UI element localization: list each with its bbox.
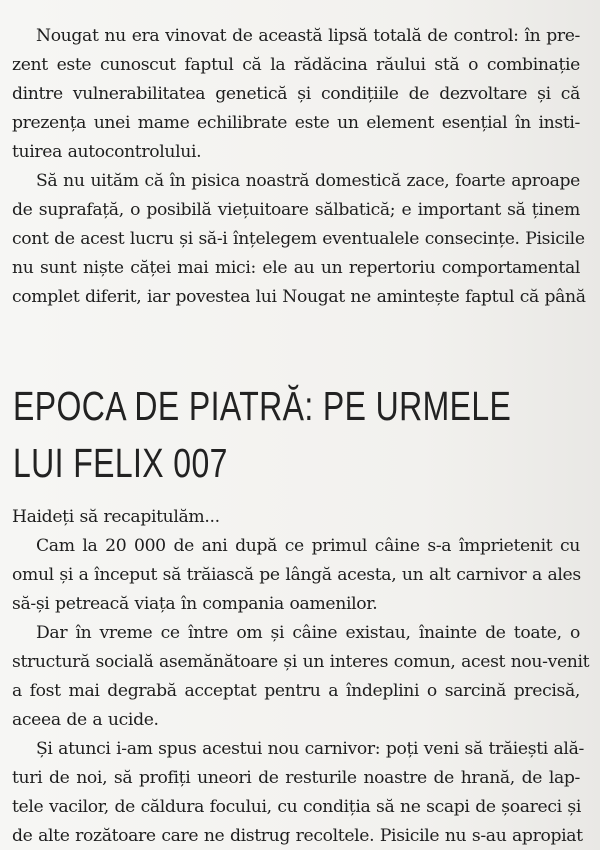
text-line: prezența unei mame echilibrate este un element esențial în insti-	[12, 113, 580, 133]
text-line: complet diferit, iar povestea lui Nougat ne amintește faptul că până	[12, 287, 586, 307]
text-line: Și atunci i-am spus acestui nou carnivor: poți veni să trăiești ală-	[36, 739, 584, 759]
text-line: Cam la 20 000 de ani după ce primul câine s-a împrietenit cu	[36, 536, 580, 556]
text-line: a fost mai degrabă acceptat pentru a îndeplini o sarcină precisă,	[12, 681, 580, 701]
section-heading-line-1: EPOCA DE PIATRĂ: PE URMELE	[13, 383, 512, 429]
text-line: Haideți să recapitulăm...	[12, 507, 220, 527]
text-line: să-și petreacă viața în compania oamenilor.	[12, 594, 378, 614]
text-line: de alte rozătoare care ne distrug recoltele. Pisicile nu s-au apropiat	[12, 826, 583, 846]
text-line: aceea de a ucide.	[12, 710, 159, 730]
text-line: tuirea autocontrolului.	[12, 142, 202, 162]
text-line: cont de acest lucru și să-i înțelegem eventualele consecințe. Pisicile	[12, 229, 585, 249]
text-line: dintre vulnerabilitatea genetică și condițiile de dezvoltare și că	[12, 84, 580, 104]
text-line: Dar în vreme ce între om și câine existau, înainte de toate, o	[36, 623, 580, 643]
text-line: structură socială asemănătoare și un interes comun, acest nou-venit	[12, 652, 590, 672]
text-line: nu sunt niște căței mai mici: ele au un repertoriu comportamental	[12, 258, 580, 278]
section-heading-line-2: LUI FELIX 007	[13, 440, 228, 486]
text-line: tele vacilor, de căldura focului, cu condiția să ne scapi de șoareci și	[12, 797, 581, 817]
text-line: turi de noi, să profiți uneori de resturile noastre de hrană, de lap-	[12, 768, 580, 788]
text-line: omul și a început să trăiască pe lângă acesta, un alt carnivor a ales	[12, 565, 581, 585]
text-line: de suprafață, o posibilă viețuitoare sălbatică; e important să ținem	[12, 200, 580, 220]
text-line: Nougat nu era vinovat de această lipsă totală de control: în pre-	[36, 26, 580, 46]
text-line: Să nu uităm că în pisica noastră domestică zace, foarte aproape	[36, 171, 580, 191]
text-line: zent este cunoscut faptul că la rădăcina răului stă o combinație	[12, 55, 580, 75]
